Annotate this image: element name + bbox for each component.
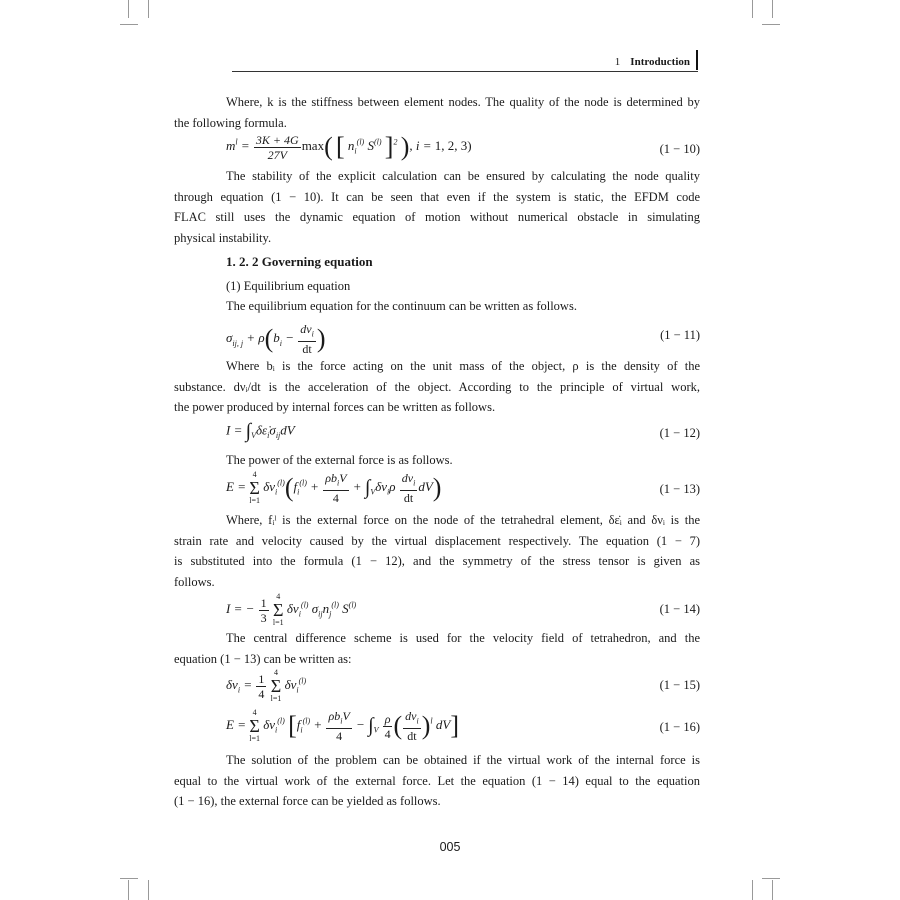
running-header xyxy=(232,56,704,70)
equation: $\sigma_{ij, j} + \rho(b_i$ − $\frac{d\nu_i}{dt}$ ) (1 − 11) xyxy=(226,322,700,357)
section-heading: 1. 2. 2 Governing equation xyxy=(226,254,373,269)
equation-number: (1 − 14) xyxy=(659,602,700,616)
chapter-number: 1 xyxy=(614,56,621,68)
crop-mark xyxy=(128,0,129,18)
header-rule xyxy=(232,71,698,72)
crop-mark xyxy=(752,880,753,900)
crop-mark xyxy=(762,878,780,879)
paragraph: Where bᵢ is the force acting on the unit mass of the object, ρ is the density of the substance. dνᵢ/dt is the acceleration of the object. According to the principle of virtual work, the power produced by internal forces can be written as follows. xyxy=(174,359,700,414)
paragraph: The stability of the explicit calculation can be ensured by calculating the node quality through equation (1 − 10). It can be seen that even if the system is static, the EFDM code FLAC still uses the dynamic equation of motion without numerical obstacle in simulating physical instability. xyxy=(174,169,700,245)
equation: E = 4 Σ l=1 $\delta\nu_i^{(l)}$ [$f_i^{(l)}$ + $\frac{\rho b_iV}{4}$ − $\int_V$ $\frac{\rho}{4}$ ( $\frac{d\nu_i}{dt}$ )$^l$ dV] (1 − 16) xyxy=(226,708,700,744)
crop-mark xyxy=(148,0,149,18)
equation-number: (1 − 11) xyxy=(660,328,700,342)
equation-number: (1 − 16) xyxy=(659,720,700,734)
crop-mark xyxy=(120,878,138,879)
equation: $\delta\nu_i$ = $\frac{1}{4}$ 4 Σ l=1 $\delta\nu_i^{(l)}$ (1 − 15) xyxy=(226,668,700,703)
equation: $I = \int_V\delta\varepsiloṅ_i\sigma_{ij}dV$ (1 − 12) xyxy=(226,420,700,442)
paragraph: The central difference scheme is used for the velocity field of tetrahedron, and the equation (1 − 13) can be written as: xyxy=(174,631,700,666)
equation: I = − $\frac{1}{3}$ 4 Σ l=1 $\delta\nu_i^{(l)}$ $\sigma_{ij}n_j^{(l)}$ $S^{(l)}$ (1 − 14) xyxy=(226,592,700,627)
paragraph: The equilibrium equation for the continuum can be written as follows. xyxy=(226,299,577,313)
paragraph: The power of the external force is as follows. xyxy=(226,453,453,467)
crop-mark xyxy=(772,880,773,900)
paragraph: Where, k is the stiffness between element nodes. The quality of the node is determined by the following formula. xyxy=(174,95,700,130)
header-bar xyxy=(696,50,698,70)
equation-number: (1 − 10) xyxy=(659,142,700,156)
crop-mark xyxy=(148,880,149,900)
subheading: (1) Equilibrium equation xyxy=(226,279,351,293)
paragraph: The solution of the problem can be obtained if the virtual work of the internal force is equal to the virtual work of the external force. Let the equation (1 − 14) equal to the equation (1 − 16), the external force can be yielded as follows. xyxy=(174,753,700,808)
crop-mark xyxy=(752,0,753,18)
crop-mark xyxy=(762,24,780,25)
equation-number: (1 − 13) xyxy=(659,482,700,496)
chapter-title: Introduction xyxy=(630,56,690,68)
equation-number: (1 − 12) xyxy=(659,426,700,440)
equation-number: (1 − 15) xyxy=(659,678,700,692)
paragraph: Where, fᵢˡ is the external force on the node of the tetrahedral element, δε̇ᵢ and δνᵢ is the strain rate and velocity caused by the virtual displacement respectively. The equation (1 − 7) is substituted into the formula (1 − 12), and the symmetry of the stress tensor is given as follows. xyxy=(174,513,700,589)
equation: E = 4 Σ l=1 $\delta\nu_i^{(l)}(f_i^{(l)}$ + $\frac{\rho b_iV}{4}$ + $\int_V\delta\nu_i\rho$ $\frac{d\nu_i}{dt}$ dV) (1 − 13) xyxy=(226,470,700,506)
page-number: 005 xyxy=(439,840,461,854)
crop-mark xyxy=(128,880,129,900)
equation: $m^l$ = $\frac{3K + 4G}{27V}$ max( [ $n_i^{(l)}$ $S^{(l)}$ ]$^2$ ), i = 1, 2, 3) (1 − 10) xyxy=(226,132,700,162)
crop-mark xyxy=(120,24,138,25)
crop-mark xyxy=(772,0,773,18)
